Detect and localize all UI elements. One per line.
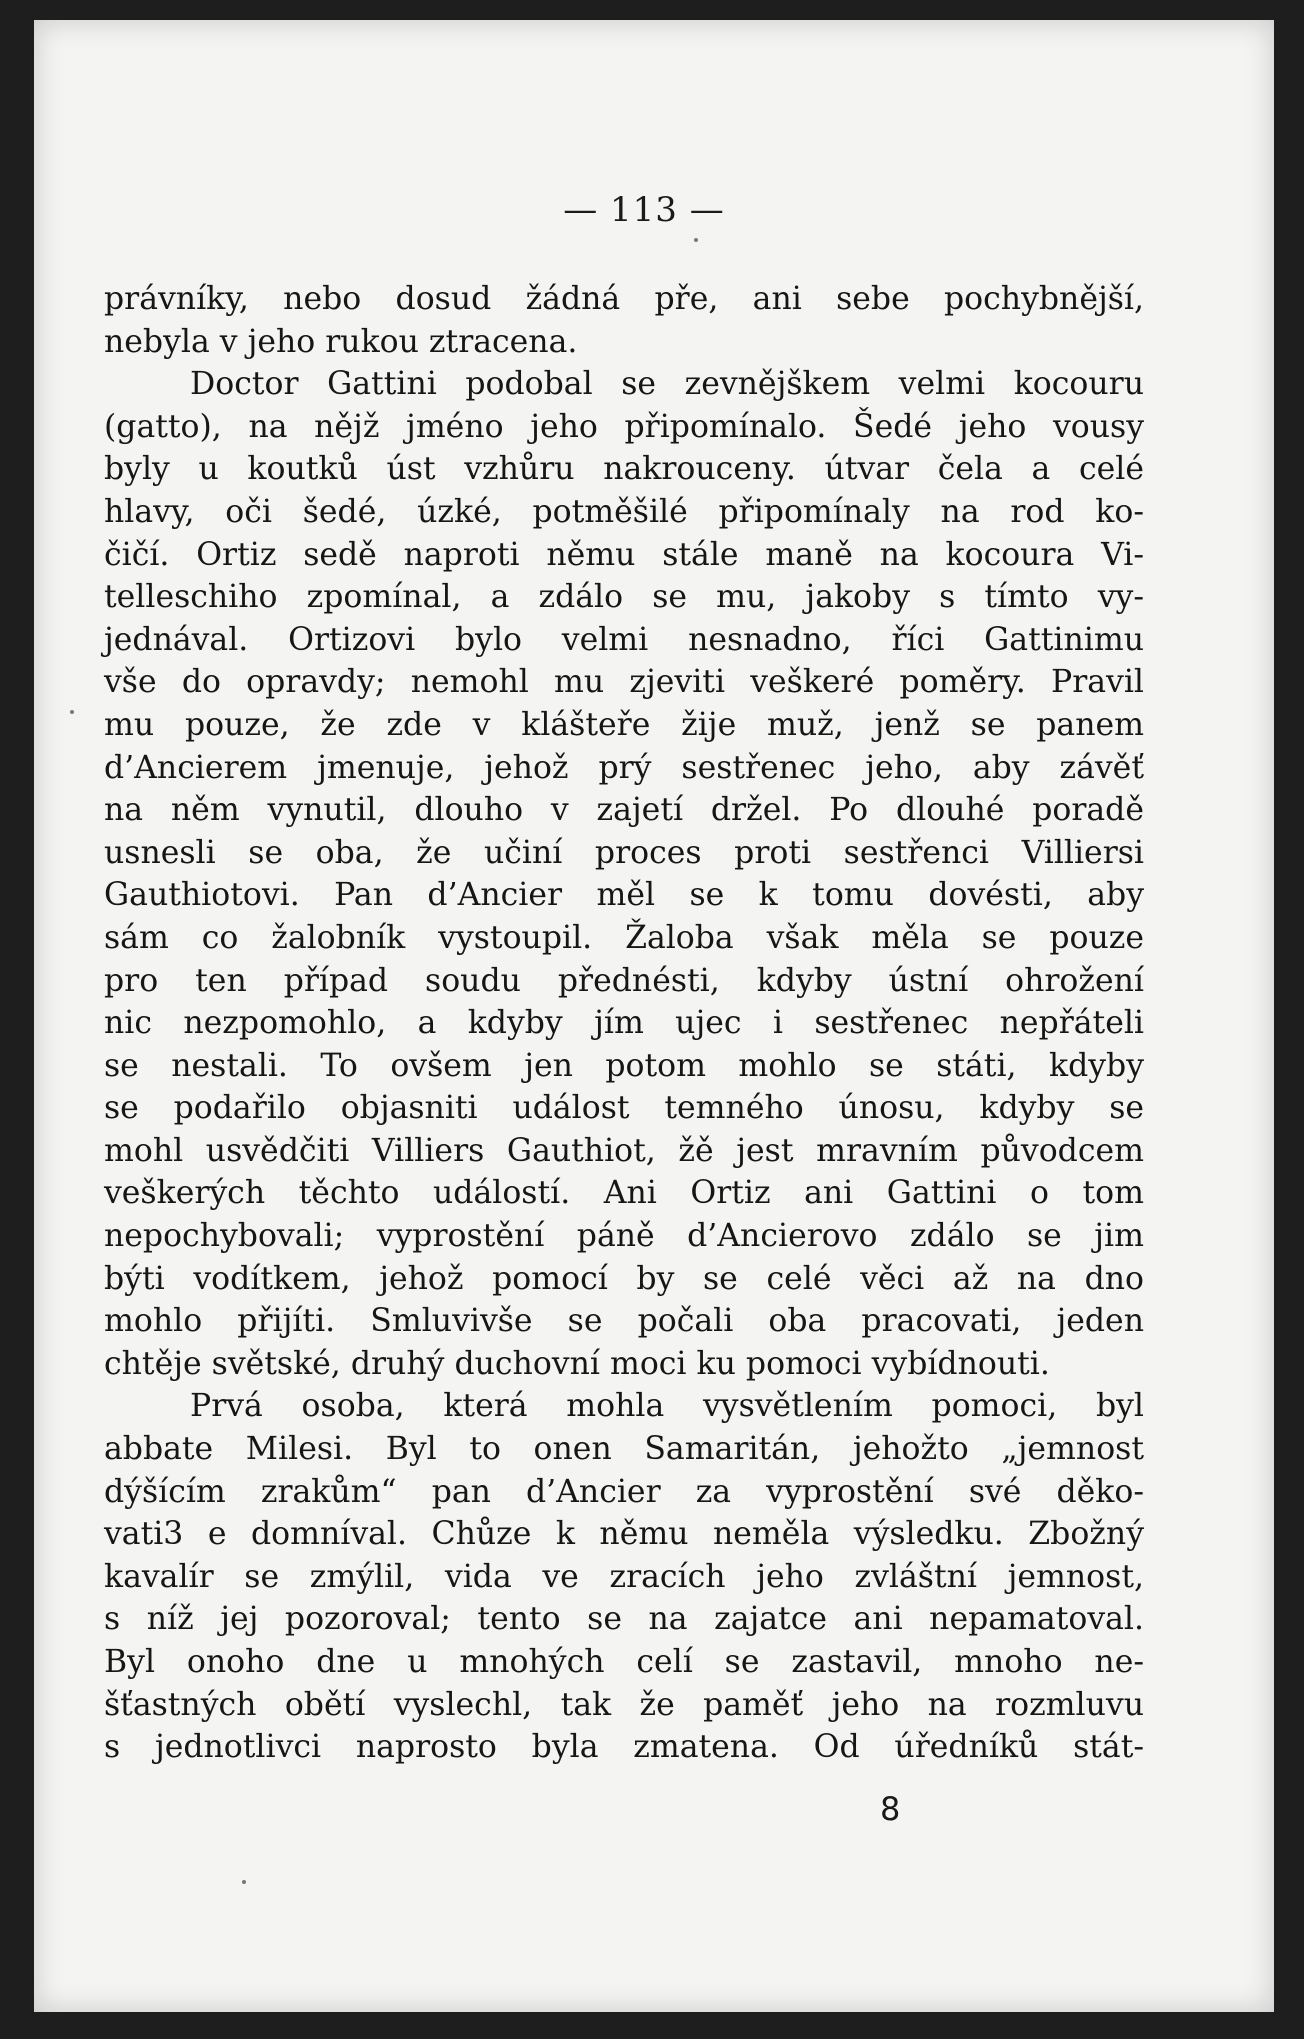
- text-line: s jednotlivci naprosto byla zmatena. Od úředníků stát-: [104, 1729, 1144, 1766]
- text-line: na něm vynutil, dlouho v zajetí držel. Po dlouhé poradě: [104, 792, 1144, 829]
- text-line: byly u koutků úst vzhůru nakrouceny. útvar čela a celé: [104, 451, 1144, 488]
- page-number: — 113 —: [563, 190, 725, 230]
- text-line: Doctor Gattini podobal se zevnějškem velmi kocouru: [190, 366, 1144, 403]
- text-line: Byl onoho dne u mnohých celí se zastavil, mnoho ne-: [104, 1644, 1144, 1680]
- text-line: čičí. Ortiz sedě naproti němu stále maně na kocoura Vi-: [104, 536, 1144, 573]
- book-page: [34, 20, 1274, 2012]
- text-line: pro ten případ soudu přednésti, kdyby ústní ohrožení: [104, 962, 1144, 999]
- text-line: vše do opravdy; nemohl mu zjeviti veškeré poměry. Pravil: [104, 664, 1144, 701]
- text-line: právníky, nebo dosud žádná pře, ani sebe pochybnější,: [104, 281, 1144, 317]
- text-line: abbate Milesi. Byl to onen Samaritán, jehožto „jemnost: [104, 1431, 1144, 1468]
- text-line: s níž jej pozoroval; tento se na zajatce ani nepamatoval.: [104, 1601, 1144, 1638]
- text-line: d’Ancierem jmenuje, jehož prý sestřenec jeho, aby závěť: [104, 749, 1144, 786]
- text-line: vati3 e domníval. Chůze k němu neměla výsledku. Zbožný: [104, 1516, 1144, 1553]
- text-line: nepochybovali; vyprostění páně d’Ancierovo zdálo se jim: [104, 1218, 1144, 1255]
- text-line: veškerých těchto událostí. Ani Ortiz ani Gattini o tom: [104, 1175, 1144, 1212]
- text-line: usnesli se oba, že učiní proces proti sestřenci Villiersi: [104, 834, 1144, 871]
- text-line: šťastných obětí vyslechl, tak že paměť jeho na rozmluvu: [104, 1686, 1144, 1723]
- text-line: mohlo přijíti. Smluvivše se počali oba pracovati, jeden: [104, 1303, 1144, 1340]
- text-line: hlavy, oči šedé, úzké, potměšilé připomínaly na rod ko-: [104, 493, 1144, 530]
- text-line: nebyla v jeho rukou ztracena.: [104, 323, 578, 360]
- text-line: dýšícím zrakům“ pan d’Ancier za vyprostění své děko-: [104, 1473, 1144, 1510]
- paper-speck: [242, 1880, 246, 1884]
- body-text: [104, 278, 1144, 1769]
- text-line: jednával. Ortizovi bylo velmi nesnadno, říci Gattinimu: [104, 621, 1144, 658]
- text-line: se podařilo objasniti událost temného únosu, kdyby se: [104, 1090, 1144, 1127]
- text-line: nic nezpomohlo, a kdyby jím ujec i sestřenec nepřáteli: [104, 1005, 1144, 1042]
- text-line: kavalír se zmýlil, vida ve zracích jeho zvláštní jemnost,: [104, 1558, 1144, 1595]
- text-line: Prvá osoba, která mohla vysvětlením pomoci, byl: [190, 1388, 1144, 1425]
- text-line: Gauthiotovi. Pan d’Ancier měl se k tomu dovésti, aby: [104, 877, 1144, 914]
- text-line: telleschiho zpomínal, a zdálo se mu, jakoby s tímto vy-: [104, 579, 1144, 616]
- paper-speck: [694, 238, 698, 242]
- text-line: chtěje světské, druhý duchovní moci ku pomoci vybídnouti.: [104, 1345, 1050, 1382]
- text-line: mohl usvědčiti Villiers Gauthiot, žě jest mravním původcem: [104, 1132, 1144, 1169]
- text-line: se nestali. To ovšem jen potom mohlo se státi, kdyby: [104, 1047, 1144, 1084]
- text-line: mu pouze, že zde v klášteře žije muž, jenž se panem: [104, 706, 1144, 743]
- text-line: (gatto), na nějž jméno jeho připomínalo. Šedé jeho vousy: [104, 408, 1144, 445]
- paper-speck: [70, 710, 74, 714]
- text-line: sám co žalobník vystoupil. Žaloba však měla se pouze: [104, 919, 1144, 956]
- text-line: býti vodítkem, jehož pomocí by se celé věci až na dno: [104, 1260, 1144, 1297]
- signature-mark: 8: [880, 1790, 901, 1828]
